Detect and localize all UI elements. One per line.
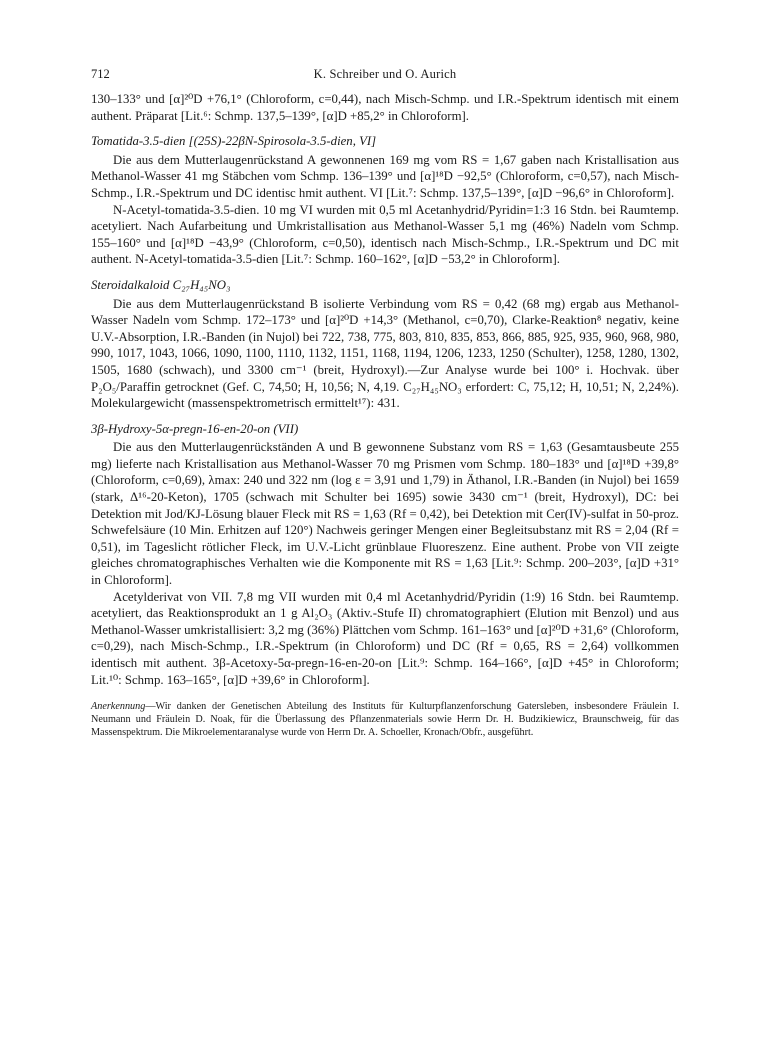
paragraph-tomatidadien: Die aus dem Mutterlaugenrückstand A gewonnenen 169 mg vom RS = 1,67 gaben nach Kristallisation aus Methanol-Wasser 41 mg Stäbchen vom Schmp. 136–139° und [α]¹⁸D −92,5° (Chloroform, c=0,57), nach Misch-Schmp., I.R.-Spektrum und DC identisc hmit authent. VI [Lit.⁷: Schmp. 137,5–139°, [α]D −96,6° in Chloroform]. — [91, 152, 679, 200]
page-header — [91, 66, 679, 83]
section-heading-tomatidadien: Tomatida-3.5-dien [(25S)-22βN-Spirosola-3.5-dien, VI] — [91, 134, 377, 149]
journal-page — [91, 66, 679, 739]
acknowledgement-text: —Wir danken der Genetischen Abteilung des Instituts für Kulturpflanzenforschung Gatersleben, insbesondere Fräulein I. Neumann und Fräulein D. Noak, für die Überlassung des Pflanzenmaterials sowie Herrn Dr. H. Budzikiewicz, Braunschweig, für das Massenspektrum. Die Mikroelementaranalyse wurde von Herrn Dr. A. Schoeller, Kronach/Obfr., ausgeführt. — [91, 701, 679, 739]
section-heading-steroidalkaloid: Steroidalkaloid C₂₇H₄₅NO₃ — [91, 277, 231, 292]
paragraph-continuation: 130–133° und [α]²⁰D +76,1° (Chloroform, c=0,44), nach Misch-Schmp. und I.R.-Spektrum identisch mit einem authent. Präparat [Lit.⁶: Schmp. 137,5–139°, [α]D +85,2° in Chloroform]. — [91, 92, 679, 123]
paragraph-n-acetyl-tomatidadien: N-Acetyl-tomatida-3.5-dien. 10 mg VI wurden mit 0,5 ml Acetanhydrid/Pyridin=1:3 16 Stdn. bei Raumtemp. acetyliert. Nach Aufarbeitung und Umkristallisation aus Methanol-Wasser 5,1 mg (46%) Nadeln vom Schmp. 155–160° und [α]¹⁸D −43,9° (Chloroform, c=0,50), identisch nach Misch-Schmp., I.R.-Spektrum und DC mit authent. N-Acetyl-tomatida-3.5-dien [Lit.⁷: Schmp. 160–162°, [α]D −53,2° in Chloroform]. — [91, 202, 679, 267]
paragraph-pregnenolone: Die aus den Mutterlaugenrückständen A und B gewonnene Substanz vom RS = 1,63 (Gesamtausbeute 255 mg) lieferte nach Kristallisation aus Methanol-Wasser 70 mg Prismen vom Schmp. 180–183° und [α]¹⁸D +39,8° (Chloroform, c=0,69), λmax: 240 und 322 nm (log ε = 3,91 und 1,79) in Äthanol, I.R.-Banden (in Nujol) bei 1659 (stark, Δ¹⁶-20-Keton), 1705 (schwach mit Schulter bei 1695) sowie 3430 cm⁻¹ (breit, Hydroxyl), DC: bei Detektion mit Jod/KJ-Lösung blauer Fleck mit RS = 1,63 (Rf = 0,42), bei Detektion mit Cer(IV)-sulfat in 50-proz. Schwefelsäure (10 Min. Erhitzen auf 120°) Nachweis geringer Mengen einer Begleitsubstanz mit RS = 2,04 (Rf = 0,51), im Tageslicht rötlicher Fleck, im U.V.-Licht grünblaue Fluoreszenz. Eine authent. Probe von VII zeigte gleiches chromatographisches Verhalten wie die Komponente mit RS = 1,63 [Lit.⁹: Schmp. 200–203°, [α]D +31° in Chloroform]. — [91, 440, 679, 588]
section-heading-pregnenolone: 3β-Hydroxy-5α-pregn-16-en-20-on (VII) — [91, 421, 299, 436]
acknowledgement-label: Anerkennung — [91, 701, 146, 713]
paragraph-acetylderivat: Acetylderivat von VII. 7,8 mg VII wurden mit 0,4 ml Acetanhydrid/Pyridin (1:9) 16 Stdn. bei Raumtemp. acetyliert, das Reaktionsprodukt an 1 g Al₂O₃ (Aktiv.-Stufe II) chromatographiert (Elution mit Benzol) und aus Methanol-Wasser umkristallisiert: 3,2 mg (36%) Plättchen vom Schmp. 161–163° und [α]²⁰D +31,6° (Chloroform, c=0,29), nach Misch-Schmp., I.R.-Spektrum (in Chloroform) und DC (Rf = 0,65, RS = 2,64) vollkommen identisch mit authent. 3β-Acetoxy-5α-pregn-16-en-20-on [Lit.⁹: Schmp. 164–166°, [α]D +45° in Chloroform; Lit.¹⁰: Schmp. 163–165°, [α]D +39,6° in Chloroform]. — [91, 589, 679, 687]
acknowledgement — [91, 700, 679, 739]
running-title: K. Schreiber und O. Aurich — [313, 67, 457, 81]
paragraph-steroidalkaloid: Die aus dem Mutterlaugenrückstand B isolierte Verbindung vom RS = 0,42 (68 mg) ergab aus Methanol-Wasser Nadeln vom Schmp. 172–173° und [α]²⁰D +14,3° (Methanol, c=0,70), Clarke-Reaktion⁸ negativ, keine U.V.-Absorption, I.R.-Banden (in Nujol) bei 722, 738, 775, 803, 810, 835, 853, 866, 885, 925, 935, 960, 968, 980, 990, 1017, 1043, 1066, 1090, 1100, 1110, 1132, 1151, 1168, 1194, 1206, 1233, 1250 (Schulter), 1258, 1280, 1302, 1505, 1680 (schwach), und 3300 cm⁻¹ (breit, Hydroxyl).—Zur Analyse wurde bei 100° i. Hochvak. über P₂O₅/Paraffin getrocknet (Gef. C, 74,50; H, 10,56; N, 4,19. C₂₇H₄₅NO₃ erfordert: C, 75,12; H, 10,51; N, 2,24%). Molekulargewicht (massenspektrometrisch ermittelt¹⁷): 431. — [91, 296, 679, 411]
page-number: 712 — [91, 67, 110, 81]
